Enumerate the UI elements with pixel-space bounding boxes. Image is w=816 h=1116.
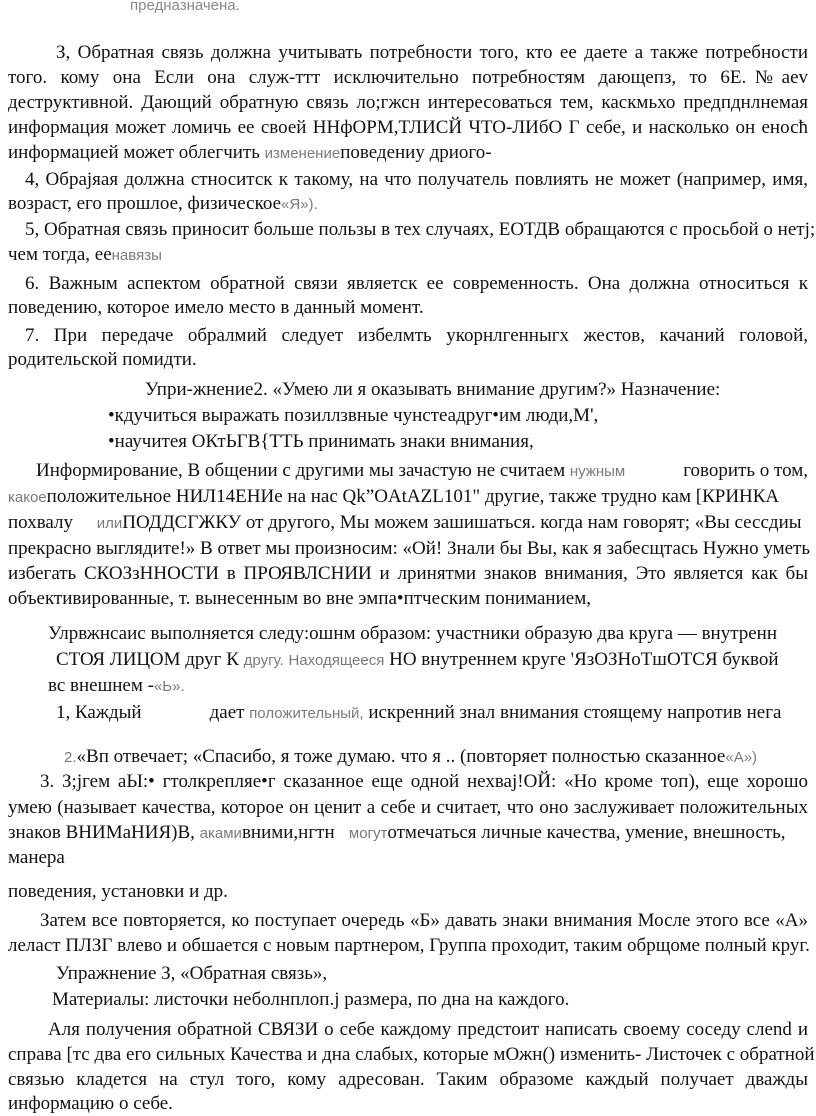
info-line-4: прекрасно выглядите!» В ответ мы произносим: «Ой! Знали бы Вы, как я забесщтась Нужно уметь [8, 538, 810, 559]
gray-word: аками [199, 825, 242, 842]
exercise-2-heading: Упри-жнение2. «Умею ли я оказывать внимание другим?» Назначение: [145, 379, 721, 400]
paragraph-3-line-5: информацией может облегчить изменениеповедениу дриого- [8, 142, 492, 163]
exercise-3-heading: Упражнение З, «Обратная связь», [56, 963, 328, 984]
paragraph-3-line-4: информация может ломичь ее своей ННфОРМ,ТЛИСЙ ЧТО-ЛИбО Г себе, и насколько он еносћ [8, 117, 808, 138]
exercise-3-materials: Материалы: листочки неболнплоп.j размера, по дна на каждого. [52, 989, 570, 1010]
feedback-line-4: информацию о себе. [8, 1093, 173, 1114]
info-line-1: Информирование, В общении с другими мы зачастую не считаем нужным говорить о том, [36, 460, 808, 481]
gray-word: «Ь». [153, 678, 185, 695]
gray-word: или [96, 515, 123, 532]
gray-word: 2. [64, 749, 77, 766]
paragraph-4-line-1: 4, Обрајяая должна стноситск к такому, на что получатель повлиять не может (например, имя, [25, 169, 808, 190]
gray-word: положительный, [249, 705, 364, 722]
step-1-line: 1, Каждый дает положительный, искренний знал внимания стоящему напротив нега [56, 702, 782, 723]
exercise-2-bullet-2: •научитея ОКтЬГВ{ТТЬ принимать знаки внимания, [108, 431, 534, 452]
paragraph-6-line-2: поведению, которое имело место в данный момент. [8, 297, 424, 318]
repeat-line-1: Затем все повторяется, ко поступает очередь «Б» давать знаки внимания Мосле этого все «А» [40, 910, 808, 931]
info-line-6: объективированные, т. вынесенным во вне эмпа•птческим пониманием, [8, 588, 591, 609]
feedback-line-1: Аля получения обратной СВЯЗИ о себе каждому предстоит написать своему соседу слend и [48, 1019, 808, 1040]
gray-word: «А») [725, 749, 758, 766]
exercise-2-bullet-1: •кдучиться выражать позиллзвные чунстеадруг•им люди,М', [108, 405, 599, 426]
paragraph-5-line-1: 5, Обратная связь приносит больше пользы в тех случаях, ЕОТДВ обращаются с просьбой о нетј; [25, 219, 816, 240]
circle-line-2: СТОЯ ЛИЦОМ друг К другу. Находящееся НО внутреннем круге 'ЯзОЗНоТшОТСЯ буквой [56, 649, 779, 670]
step-3-line-2: умею (называет качества, которое он ценит а себе и считает, что оно заслуживает положительных [8, 797, 808, 818]
step-3-line-5: поведения, установки и др. [8, 881, 228, 902]
paragraph-7-line-2: родительской помидти. [8, 349, 197, 370]
gray-word: Находящееся [288, 652, 385, 669]
step-3-line-4: манера [8, 847, 65, 868]
gray-word: навязы [111, 247, 162, 264]
step-3-line-1: 3. З;jгем аЫ:• гтолкрепляе•г сказанное еще одной нехваj!ОЙ: «Но кроме топ), еще хорошо [40, 771, 808, 792]
gray-word: «Я»). [281, 196, 318, 213]
feedback-line-2: справа [тс два его сильных Качества и дна слабых, которые мОжн() изменить- Листочек с обратной [8, 1044, 815, 1065]
repeat-line-2: леласт ПЛЗГ влево и обшается с новым партнером, Группа проходит, таким обрщоме полный круг. [8, 935, 810, 956]
paragraph-6-line-1: 6. Важным аспектом обратной связи являетск ее современность. Она должна относиться к [25, 273, 808, 294]
gray-word: какое [8, 489, 47, 506]
top-fragment: предназначена. [130, 0, 240, 14]
step-2-line: 2.«Вп отвечает; «Спасибо, я тоже думаю. что я .. (повторяет полностью сказанное«А») [64, 746, 758, 767]
paragraph-3-line-3: деструктивной. Дающий обратную связь ло;гжсн интересоваться тем, каскмьхо предпднлнемая [8, 92, 808, 113]
info-line-3: похвалу илиПОДДСГЖКУ от другого, Мы можем зашишаться. когда нам говорят; «Вы сессдиы [8, 512, 802, 533]
gray-word: нужным [569, 463, 626, 480]
paragraph-5-line-2: чем тогда, еенавязы [8, 244, 162, 265]
paragraph-3-line-2: того. кому она Если она служ-ттт исключительно потребностям дающепз, то 6Е.№aev [8, 67, 808, 88]
gray-word: другу. [243, 652, 284, 669]
feedback-line-3: связью кладется на стул того, кому адресован. Таким образоме каждый получает дважды [8, 1069, 808, 1090]
gray-word: могут [348, 825, 388, 842]
gray-word: изменение [264, 145, 341, 162]
circle-line-3: вс внешнем -«Ь». [48, 675, 185, 696]
paragraph-7-line-1: 7. При передаче обралмий следует избелмть укорнлгенныгх жестов, качаний головой, [25, 325, 808, 346]
paragraph-4-line-2: возраст, его прошлое, физическое«Я»). [8, 193, 318, 214]
step-3-line-3: знаков ВНИМаНИЯ)В, акамивними,нгтн могутотмечаться личные качества, умение, внешность, [8, 822, 786, 843]
info-line-2: какоеположительное НИЛ14ЕНИе на нас Qk”OAtAZL101" другие, также трудно кам [КРИНКА [8, 486, 780, 507]
info-line-5: избегать СКОЗзННОСТИ в ПРОЯВЛСНИИ и лринятми знаков внимания, Это является как бы [8, 563, 808, 584]
paragraph-3-line-1: З, Обратная связь должна учитывать потребности того, кто ее даете а также потребности [56, 42, 808, 63]
circle-line-1: Улрвжнсаис выполняется следу:ошнм образом: участники образую два круга — внутренн [48, 623, 778, 644]
